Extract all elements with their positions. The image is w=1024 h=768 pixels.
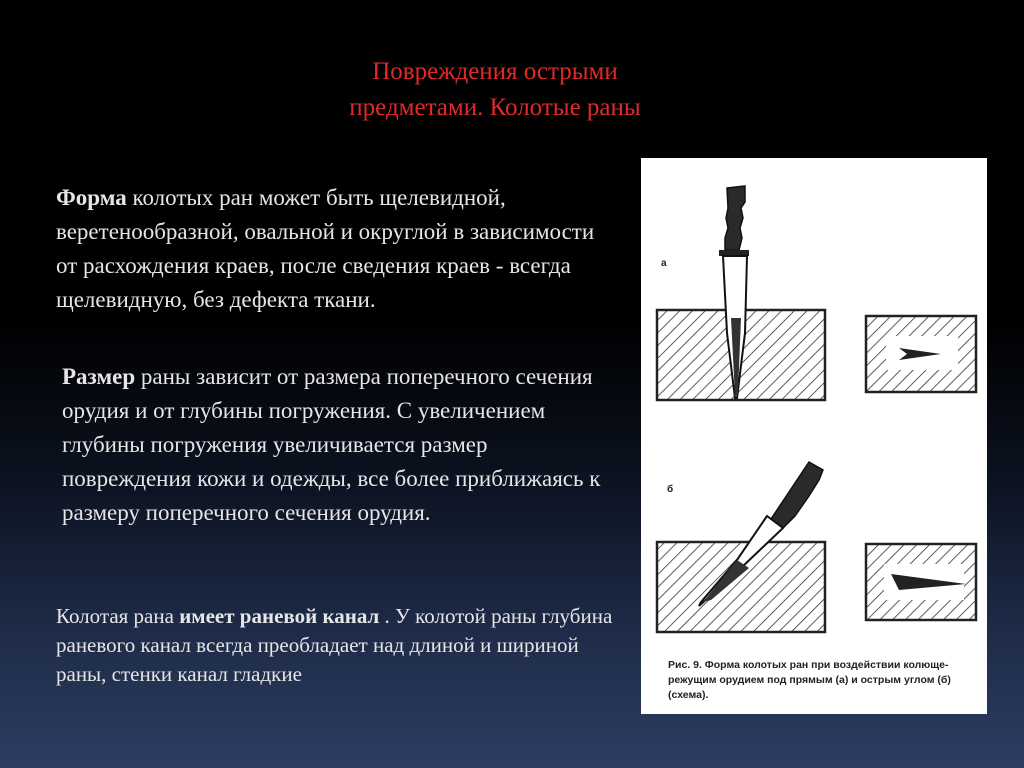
paragraph-channel	[56, 602, 616, 689]
slide-title-line2: предметами. Колотые раны	[349, 94, 641, 121]
slide-title-line1: Повреждения острыми	[372, 58, 618, 85]
knife-handle-b	[769, 462, 823, 530]
stab-wound-diagram	[641, 158, 987, 714]
figure-label-a: а	[661, 258, 667, 269]
paragraph-size-lead: Размер	[62, 364, 136, 389]
paragraph-size	[62, 360, 622, 530]
paragraph-channel-pre: Колотая рана	[56, 604, 180, 628]
figure-label-b: б	[667, 484, 674, 495]
paragraph-shape	[56, 181, 616, 317]
paragraph-shape-text: колотых ран может быть щелевидной, веретенообразной, овальной и округлой в зависимости от расхождения краев, после сведения краев - всегда щелевидную, без дефекта ткани.	[56, 185, 595, 312]
figure-caption: Рис. 9. Форма колотых ран при воздействии колюще-режущим орудием под прямым (а) и острым углом (б) (схема).	[668, 659, 951, 701]
knife-handle-a	[725, 186, 745, 250]
paragraph-size-text: раны зависит от размера поперечного сечения орудия и от глубины погружения. С увеличением глубины погружения увеличивается размер повреждения кожи и одежды, все более приближаясь к размеру поперечного сечения орудия.	[62, 364, 601, 525]
stab-wound-figure	[641, 158, 987, 714]
slide-title	[250, 54, 740, 126]
paragraph-channel-post: . У колотой раны глубина раневого канал всегда преобладает над длиной и шириной раны, стенки канал гладкие	[56, 604, 613, 686]
paragraph-shape-lead: Форма	[56, 185, 127, 210]
paragraph-channel-bold: имеет раневой канал	[179, 604, 380, 628]
